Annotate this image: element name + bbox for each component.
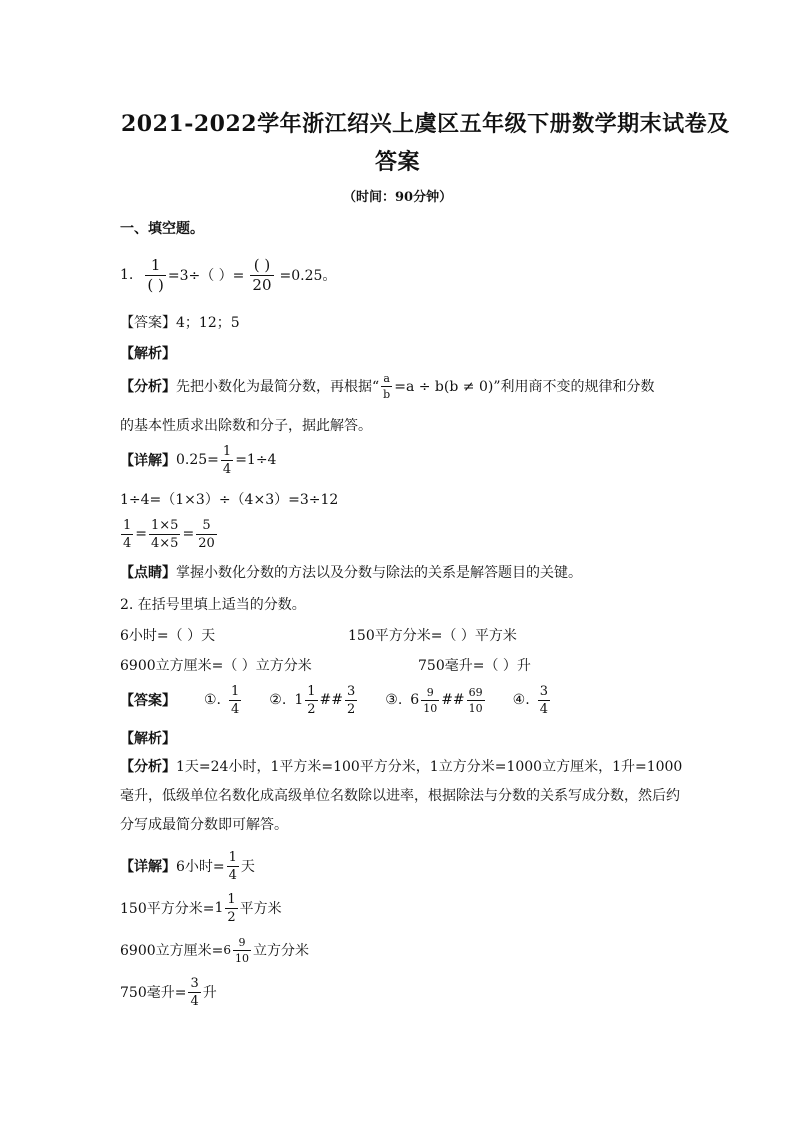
q2-item-cubic-cm: 6900立方厘米=（ ）立方分米: [120, 658, 312, 674]
key-point-q1: 【点睛】掌握小数化分数的方法以及分数与除法的关系是解答题目的关键。: [120, 565, 582, 581]
answer-q1: 【答案】4；12；5: [120, 315, 240, 331]
detail-q2-line1: 【详解】 6小时= $\frac{1}{4}$ 天: [120, 849, 255, 883]
fraction: $\frac{1}{2}$: [307, 683, 316, 717]
fraction: $\frac{9}{10}$: [235, 935, 249, 965]
paragraph-line: 分写成最简分数即可解答。: [120, 817, 288, 833]
q2-item-ml: 750毫升=（ ）升: [418, 658, 531, 674]
fraction-blank-numerator: $\frac{( )}{20}$: [252, 255, 272, 294]
detail-q1-line2: 1÷4=（1×3）÷（4×3）=3÷12: [120, 492, 339, 508]
mixed-number: 6 $\frac{9}{10}$: [223, 935, 249, 965]
exam-time: （时间：90分钟）: [343, 190, 453, 205]
detail-q1-line3: $\frac{1}{4}$ = $\frac{1\times 5}{4\times 5}$ = $\frac{5}{20}$: [123, 517, 215, 551]
fraction: $\frac{3}{4}$: [190, 975, 199, 1009]
fraction: $\frac{1\times 5}{4\times 5}$: [151, 517, 179, 551]
fraction: $\frac{1}{2}$: [227, 891, 236, 925]
detail-q1-line1: 【详解】 0.25= $\frac{1}{4}$ =1÷4: [120, 443, 277, 477]
paragraph-line: 【分析】1天=24小时，1平方米=100平方分米，1立方分米=1000立方厘米，1升=1000: [120, 759, 683, 775]
fraction-a-over-b: $\frac{a}{b}$: [383, 371, 391, 401]
analysis-q1-line2: 的基本性质求出除数和分子，据此解答。: [120, 418, 372, 434]
analysis-q2: [120, 753, 682, 840]
answer-q2: 【答案】 ①. $\frac{1}{4}$ ②. 1 $\frac{1}{2}$ ## $\frac{3}{2}$ ③. 6 $\frac{9}{10}$ ## $\frac{69}{10}$ ④. $\frac{3}{4}$: [120, 683, 548, 717]
q2-item-hours: 6小时=（ ）天: [120, 628, 216, 644]
mixed-number: 1 $\frac{1}{2}$: [294, 683, 316, 717]
detail-q2-line4: 750毫升= $\frac{3}{4}$ 升: [120, 975, 217, 1009]
fraction: $\frac{1}{4}$: [222, 443, 232, 477]
fraction: $\frac{5}{20}$: [198, 517, 215, 551]
detail-q2-line2: 150平方分米= 1 $\frac{1}{2}$ 平方米: [120, 891, 282, 925]
mixed-number: 1 $\frac{1}{2}$: [214, 891, 236, 925]
equation-text: =3÷（ ）=: [167, 268, 245, 284]
question-2: 2. 在括号里填上适当的分数。: [120, 597, 306, 613]
q2-item-square-dm: 150平方分米=（ ）平方米: [348, 628, 517, 644]
fraction: $\frac{1}{4}$: [228, 849, 237, 883]
equation-result: =0.25。: [279, 268, 337, 284]
question-1: [120, 250, 336, 300]
page-title-line1: 2021-2022学年浙江绍兴上虞区五年级下册数学期末试卷及: [121, 111, 730, 137]
fraction: $\frac{1}{4}$: [231, 683, 240, 717]
fraction: $\frac{3}{4}$: [539, 683, 548, 717]
question-number: 1.: [120, 267, 134, 283]
page-title-line2: 答案: [375, 149, 421, 175]
section-heading: 一、填空题。: [120, 221, 204, 237]
analysis-q1-line1: 【分析】 先把小数化为最简分数，再根据“ $\frac{a}{b}$ =a ÷ b(b ≠ 0)”利用商不变的规律和分数: [120, 371, 655, 401]
fraction: $\frac{69}{10}$: [468, 685, 483, 715]
fraction: $\frac{3}{2}$: [346, 683, 356, 717]
mixed-number: 6 $\frac{9}{10}$: [410, 685, 438, 715]
fraction-blank-denominator: $\frac{1}{( )}$: [147, 255, 164, 294]
fraction: $\frac{9}{10}$: [423, 685, 438, 715]
analysis-heading-q2: 【解析】: [120, 731, 176, 747]
paragraph-line: 毫升，低级单位名数化成高级单位名数除以进率，根据除法与分数的关系写成分数，然后约: [120, 788, 680, 804]
fraction: $\frac{1}{4}$: [123, 517, 132, 551]
detail-q2-line3: 6900立方厘米= 6 $\frac{9}{10}$ 立方分米: [120, 935, 309, 965]
analysis-heading-q1: 【解析】: [120, 346, 176, 362]
